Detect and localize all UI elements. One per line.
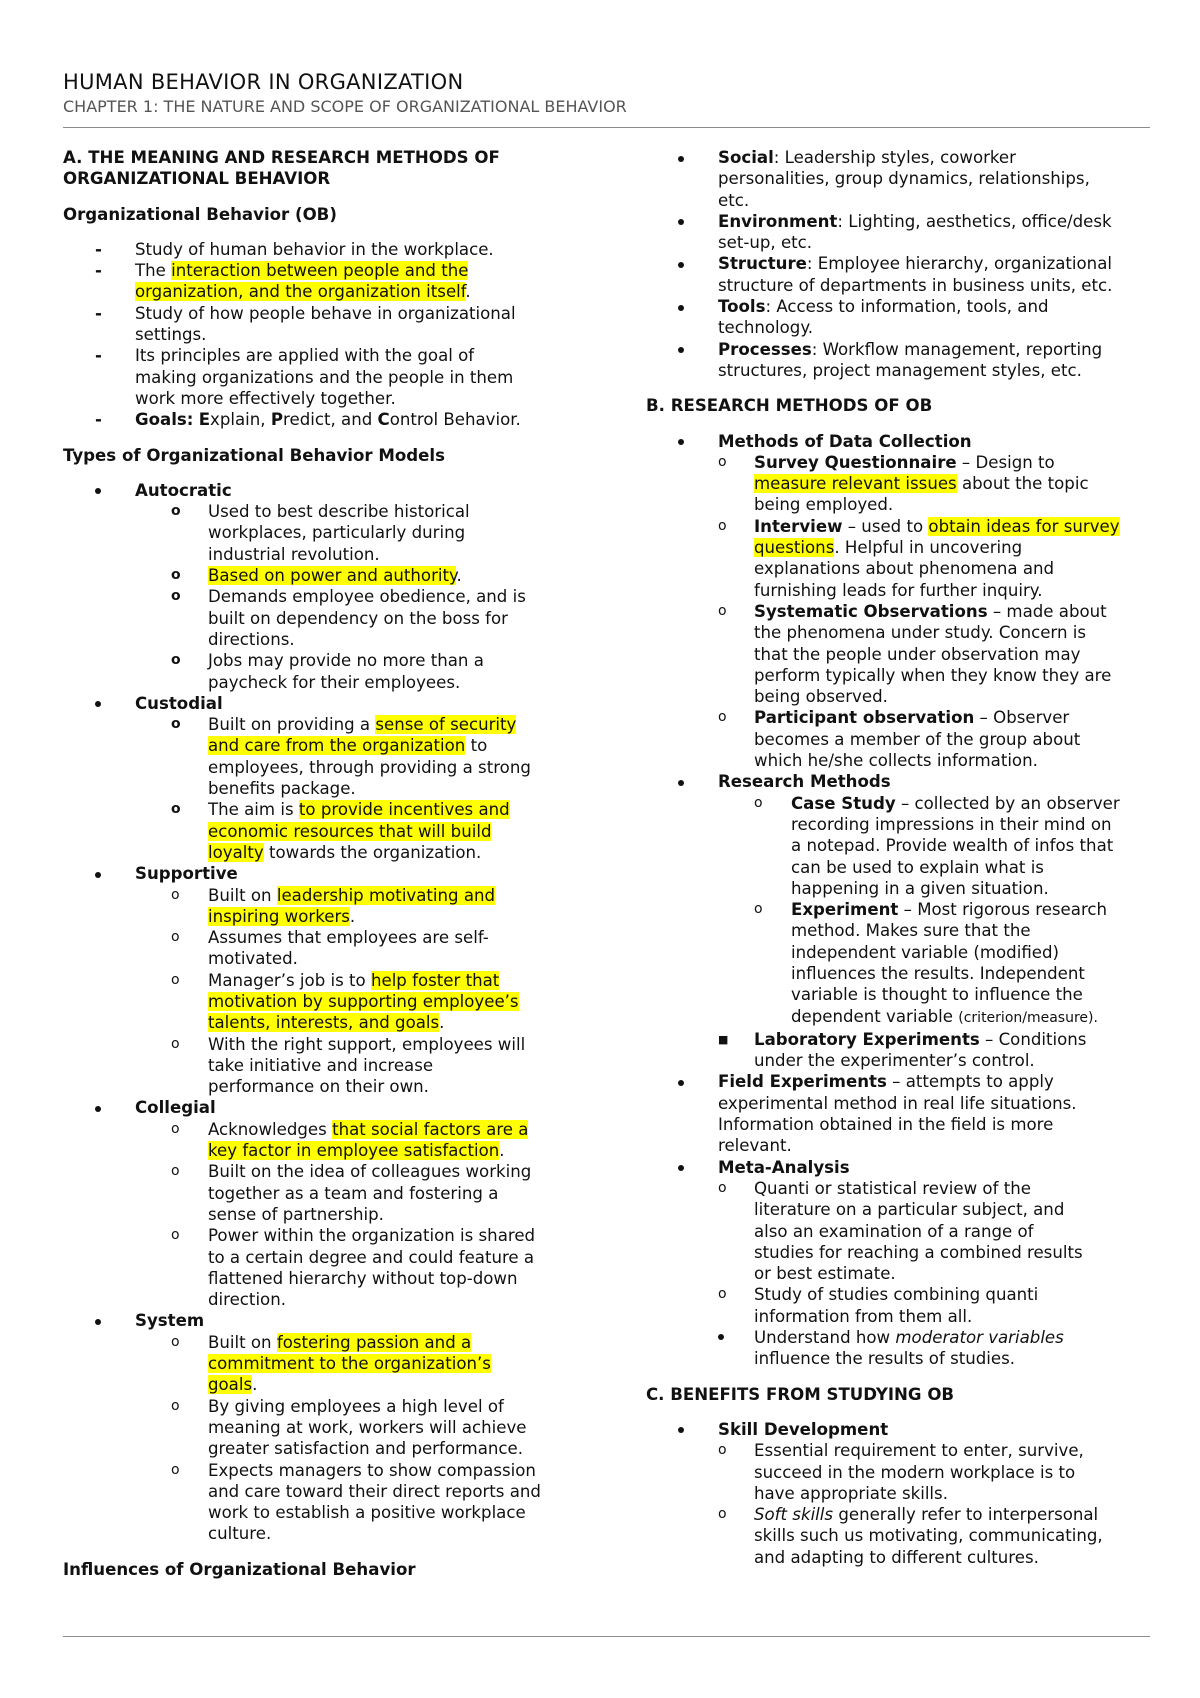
section-b-heading: B. RESEARCH METHODS OF OB xyxy=(646,396,933,416)
list-item: o Quanti or statistical review of the literature on a particular subject, and also an examination of a range of studies for reaching a combined results or best estimate. xyxy=(718,1178,1083,1284)
model-custodial: Custodial xyxy=(63,693,583,714)
bullet-icon xyxy=(95,693,101,714)
bullet-icon xyxy=(95,1310,101,1331)
section-c-heading: C. BENEFITS FROM STUDYING OB xyxy=(646,1384,955,1404)
list-item: o The aim is to provide incentives and economic resources that will build loyalty towards the organization. xyxy=(171,800,510,862)
square-bullet-icon: ■ xyxy=(718,1032,729,1046)
circle-bullet-icon: o xyxy=(718,709,727,726)
dash-bullet-icon: - xyxy=(95,239,102,259)
list-item: o Interview – used to obtain ideas for survey questions. Helpful in uncovering explanations about phenomena and furnishing leads for further inquiry. xyxy=(718,516,1120,600)
bullet-icon xyxy=(678,211,684,232)
model-collegial: Collegial xyxy=(63,1097,583,1118)
circle-bullet-icon: o xyxy=(171,716,181,733)
circle-bullet-icon: o xyxy=(171,588,181,605)
list-item: o Participant observation – Observer becomes a member of the group about which he/she collects information. xyxy=(718,708,1081,771)
circle-bullet-icon: o xyxy=(171,971,180,988)
circle-bullet-icon: o xyxy=(718,517,727,534)
meta-analysis: Meta-Analysis xyxy=(646,1157,1166,1178)
bullet-icon xyxy=(95,863,101,884)
footer-divider xyxy=(63,1636,1150,1637)
bullet-icon xyxy=(718,1327,724,1348)
circle-bullet-icon: o xyxy=(718,453,727,470)
circle-bullet-icon: o xyxy=(754,794,763,811)
header-divider xyxy=(63,127,1150,128)
list-item: o Demands employee obedience, and is built on dependency on the boss for directions. xyxy=(171,587,526,649)
circle-bullet-icon: o xyxy=(171,929,180,946)
list-item: o Jobs may provide no more than a paycheck for their employees. xyxy=(171,651,484,692)
circle-bullet-icon: o xyxy=(171,1035,180,1052)
list-item: - Its principles are applied with the goal of making organizations and the people in them work more effectively together. xyxy=(95,346,514,408)
list-item: o Survey Questionnaire – Design to measure relevant issues about the topic being employed. xyxy=(718,452,1089,515)
document-subtitle: CHAPTER 1: THE NATURE AND SCOPE OF ORGANIZATIONAL BEHAVIOR xyxy=(63,97,627,116)
methods-data-collection: Methods of Data Collection xyxy=(646,431,1166,452)
bullet-icon xyxy=(678,147,684,168)
model-supportive: Supportive xyxy=(63,863,583,884)
ob-heading: Organizational Behavior (OB) xyxy=(63,204,337,224)
circle-bullet-icon: o xyxy=(171,652,181,669)
list-item: o With the right support, employees will take initiative and increase performance on their own. xyxy=(171,1034,526,1097)
influence-processes: Processes: Workflow management, reporting structures, project management styles, etc. xyxy=(646,339,1166,382)
circle-bullet-icon: o xyxy=(171,1163,180,1180)
circle-bullet-icon: o xyxy=(171,503,181,520)
right-column xyxy=(646,147,1166,1568)
field-experiments: Field Experiments – attempts to apply experimental method in real life situations. Information obtained in the field is more relevant. xyxy=(646,1071,1166,1156)
list-item: o Essential requirement to enter, survive, succeed in the modern workplace is to have appropriate skills. xyxy=(718,1441,1084,1503)
list-item: o Experiment – Most rigorous research method. Makes sure that the independent variable (modified) influences the results. Independent variable is thought to influence the dependent variable (criterion/measure). xyxy=(754,900,1108,1026)
list-item: o Acknowledges that social factors are a key factor in employee satisfaction. xyxy=(171,1119,529,1161)
list-item: o Built on providing a sense of security and care from the organization to employees, through providing a strong benefits package. xyxy=(171,715,531,799)
circle-bullet-icon: o xyxy=(718,1442,727,1459)
list-item: o Based on power and authority. xyxy=(171,566,462,586)
influence-structure: Structure: Employee hierarchy, organizational structure of departments in business units, etc. xyxy=(646,253,1166,296)
list-item: o Case Study – collected by an observer recording impressions in their mind on a notepad. Provide wealth of infos that can be used to explain what is happening in a given situation. xyxy=(754,793,1120,898)
list-item: Understand how moderator variables influence the results of studies. xyxy=(646,1327,1166,1370)
list-item: - Study of how people behave in organizational settings. xyxy=(95,303,516,345)
influence-social: Social: Leadership styles, coworker personalities, group dynamics, relationships, etc. xyxy=(646,147,1166,211)
circle-bullet-icon: o xyxy=(171,1227,180,1244)
circle-bullet-icon: o xyxy=(718,1179,727,1196)
circle-bullet-icon: o xyxy=(171,801,181,818)
bullet-icon xyxy=(678,1071,684,1092)
dash-bullet-icon: - xyxy=(95,410,102,430)
bullet-icon xyxy=(95,480,101,501)
list-item: o Power within the organization is shared to a certain degree and could feature a flattened hierarchy without top-down direction. xyxy=(171,1226,536,1310)
influences-heading: Influences of Organizational Behavior xyxy=(63,1559,416,1579)
influence-tools: Tools: Access to information, tools, and technology. xyxy=(646,296,1166,339)
circle-bullet-icon: o xyxy=(718,602,727,619)
list-item: o Soft skills generally refer to interpersonal skills such us motivating, communicating, and adapting to different cultures. xyxy=(718,1505,1103,1567)
circle-bullet-icon: o xyxy=(171,1461,180,1478)
types-heading: Types of Organizational Behavior Models xyxy=(63,445,445,465)
list-item: - The interaction between people and the organization, and the organization itself. xyxy=(95,261,471,302)
circle-bullet-icon: o xyxy=(171,1333,180,1350)
list-item: o Assumes that employees are self- motivated. xyxy=(171,928,489,969)
model-system: System xyxy=(63,1310,583,1331)
list-item: o Study of studies combining quanti information from them all. xyxy=(718,1285,1039,1326)
dash-bullet-icon: - xyxy=(95,303,102,323)
circle-bullet-icon: o xyxy=(718,1506,727,1523)
list-item: o Built on fostering passion and a commitment to the organization’s goals. xyxy=(171,1332,491,1395)
list-item: o Expects managers to show compassion and care toward their direct reports and work to establish a positive workplace culture. xyxy=(171,1460,541,1544)
bullet-icon xyxy=(678,339,684,360)
document-title: HUMAN BEHAVIOR IN ORGANIZATION xyxy=(63,70,464,94)
circle-bullet-icon: o xyxy=(171,567,181,584)
list-item: - Goals: Explain, Predict, and Control Behavior. xyxy=(95,410,521,430)
influence-environment: Environment: Lighting, aesthetics, office/desk set-up, etc. xyxy=(646,211,1166,254)
research-methods: Research Methods xyxy=(646,771,1166,792)
circle-bullet-icon: o xyxy=(171,1397,180,1414)
bullet-icon xyxy=(678,771,684,792)
dash-bullet-icon: - xyxy=(95,346,102,366)
circle-bullet-icon: o xyxy=(754,901,763,918)
list-item: o Built on leadership motivating and inspiring workers. xyxy=(171,885,496,926)
skill-development: Skill Development xyxy=(646,1419,1166,1440)
list-item: - Study of human behavior in the workplace. xyxy=(95,239,494,259)
left-column xyxy=(63,147,583,1580)
section-a-heading: A. THE MEANING AND RESEARCH METHODS OF ORGANIZATIONAL BEHAVIOR xyxy=(63,148,500,189)
list-item: o Built on the idea of colleagues working together as a team and fostering a sense of partnership. xyxy=(171,1162,532,1224)
bullet-icon xyxy=(678,431,684,452)
dash-bullet-icon: - xyxy=(95,261,102,281)
model-autocratic: Autocratic xyxy=(63,480,583,501)
list-item: o Systematic Observations – made about the phenomena under study. Concern is that the people under observation may perform typically when they know they are being observed. xyxy=(718,601,1112,707)
bullet-icon xyxy=(678,1157,684,1178)
bullet-icon xyxy=(678,296,684,317)
circle-bullet-icon: o xyxy=(171,1120,180,1137)
bullet-icon xyxy=(678,253,684,274)
circle-bullet-icon: o xyxy=(718,1286,727,1303)
bullet-icon xyxy=(678,1419,684,1440)
list-item: ■ Laboratory Experiments – Conditions under the experimenter’s control. xyxy=(718,1029,1087,1071)
bullet-icon xyxy=(95,1097,101,1118)
list-item: o Manager’s job is to help foster that motivation by supporting employee’s talents, interests, and goals. xyxy=(171,970,519,1033)
list-item: o Used to best describe historical workplaces, particularly during industrial revolution. xyxy=(171,502,470,564)
list-item: o By giving employees a high level of meaning at work, workers will achieve greater satisfaction and performance. xyxy=(171,1396,527,1459)
circle-bullet-icon: o xyxy=(171,886,180,903)
